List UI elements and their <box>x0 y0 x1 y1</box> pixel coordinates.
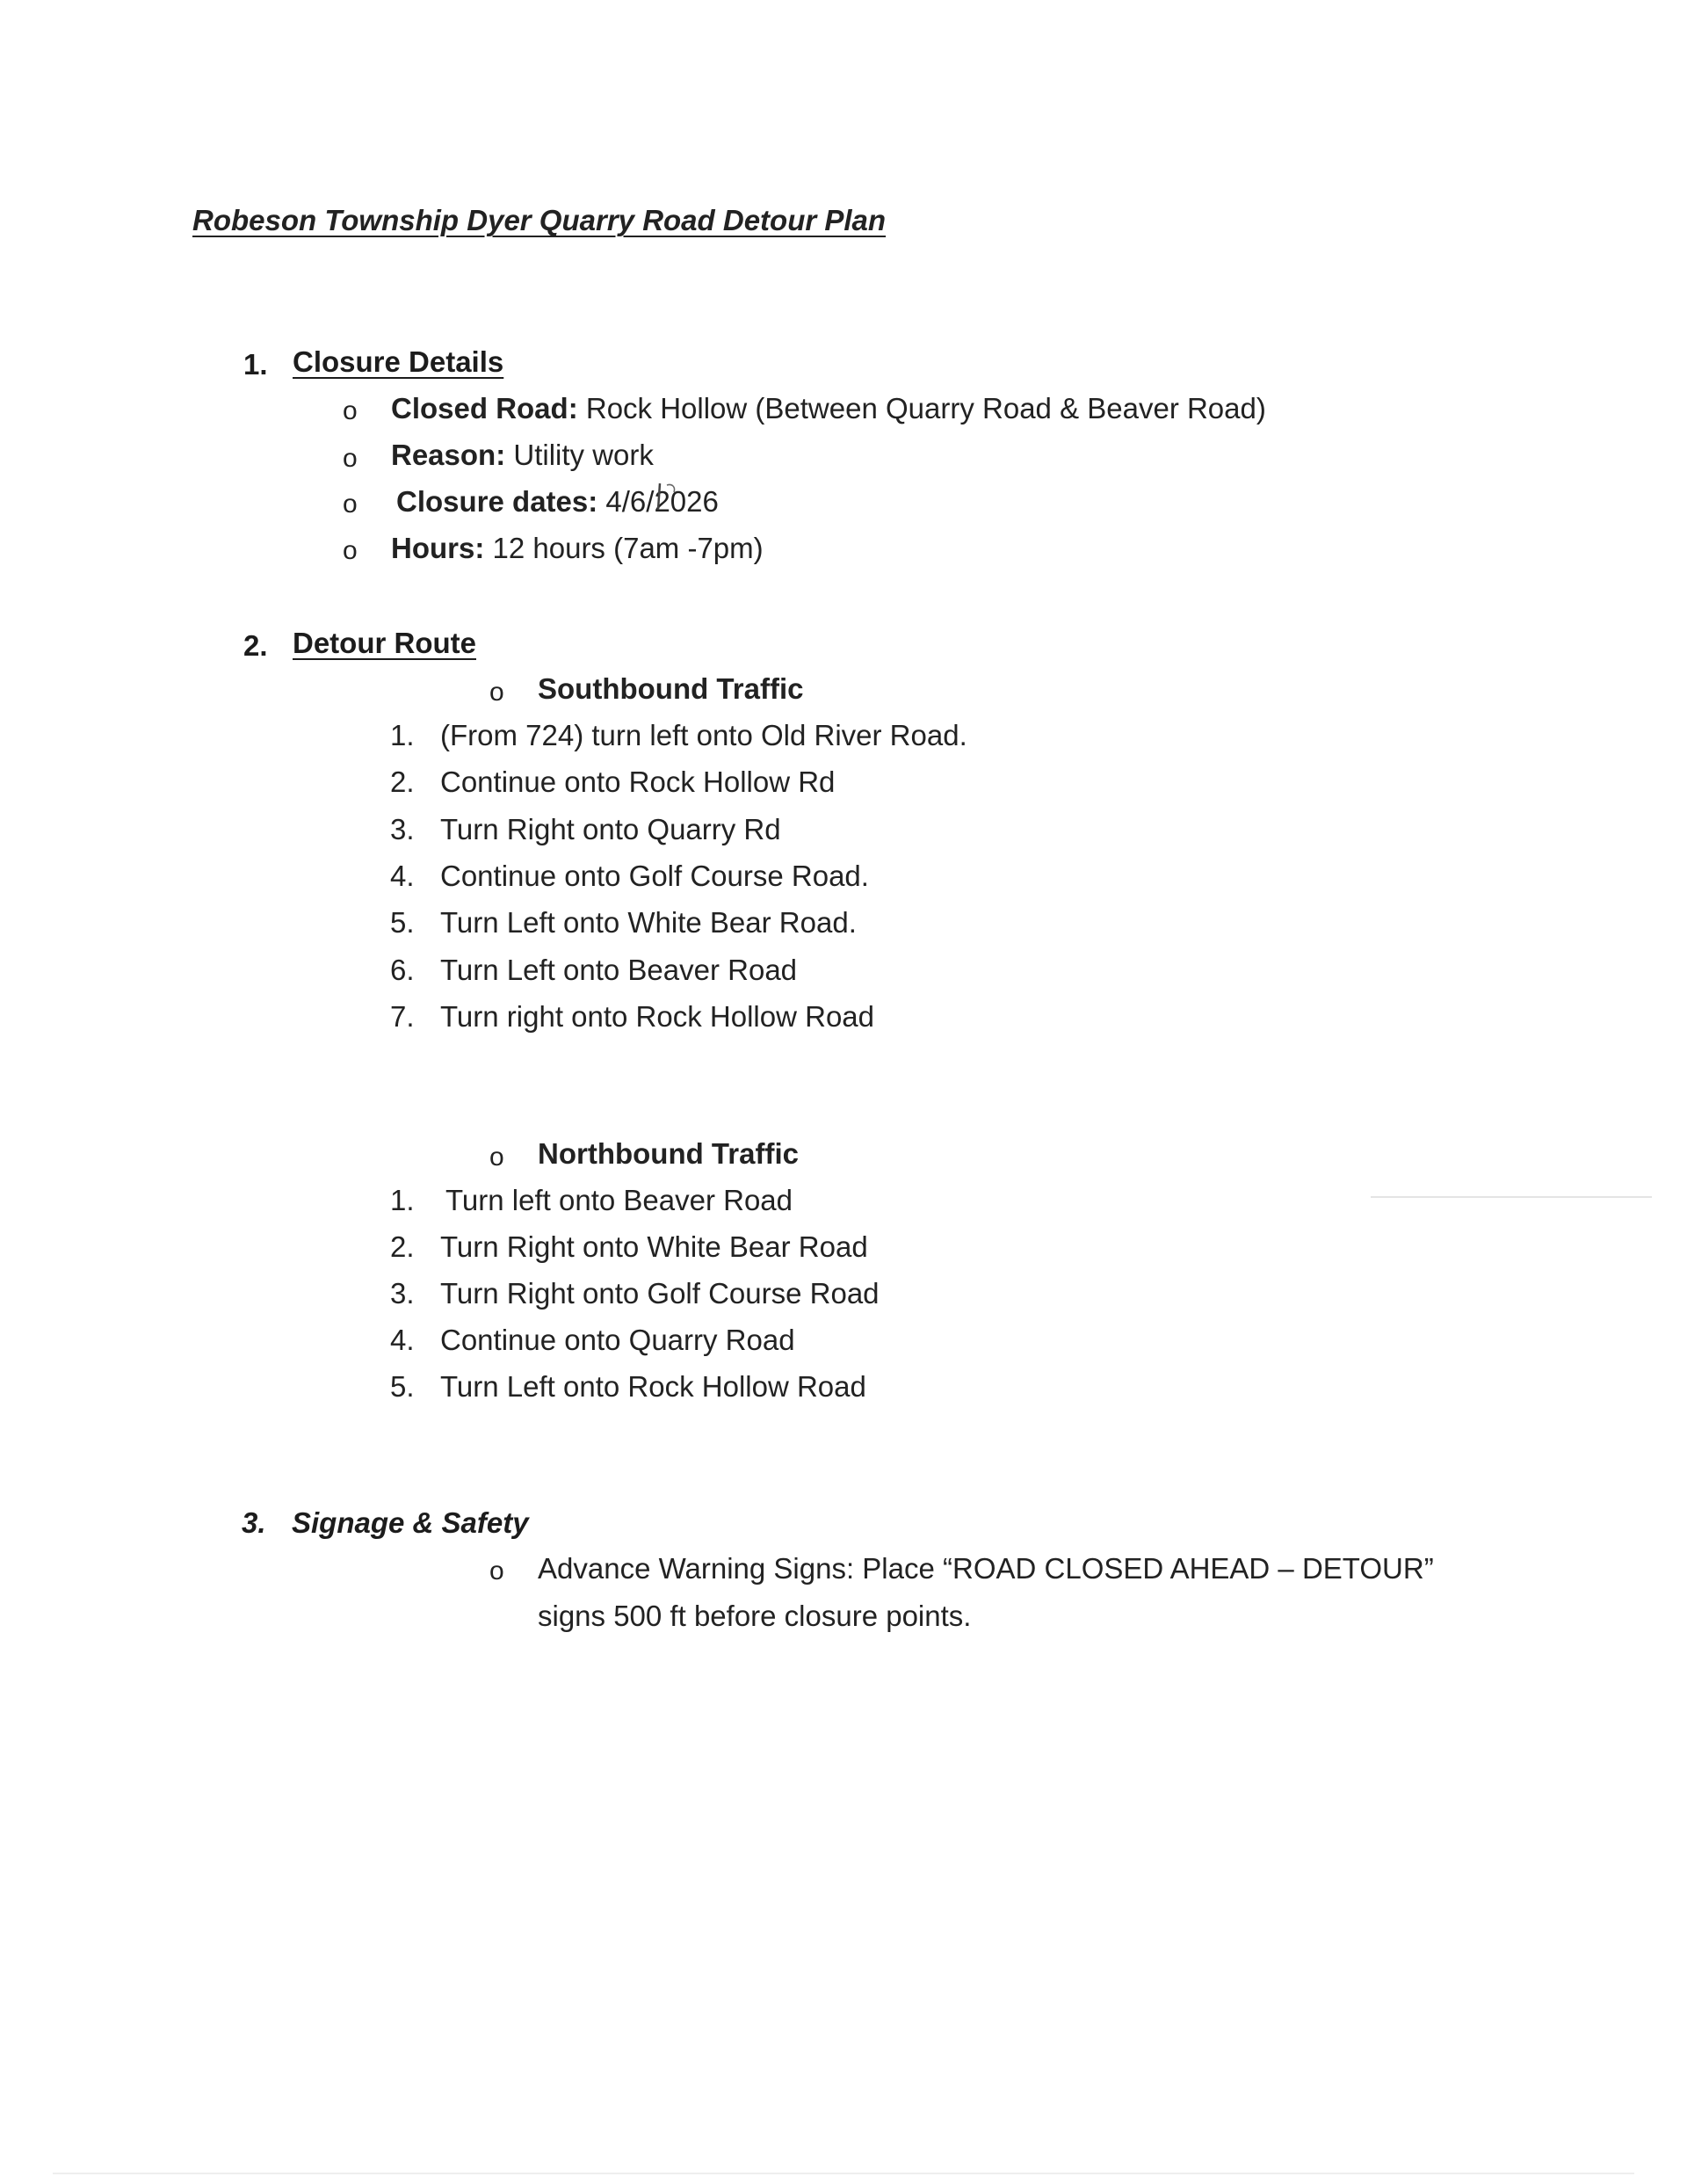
bullet-marker: o <box>343 490 358 519</box>
document-title: Robeson Township Dyer Quarry Road Detour Plan <box>192 204 887 236</box>
hours-item <box>391 532 764 565</box>
section-2-number: 2. <box>243 629 268 662</box>
step-text: Turn Left onto White Bear Road. <box>440 906 857 939</box>
bullet-marker: o <box>343 536 358 565</box>
closure-dates-label: Closure dates: <box>396 485 598 518</box>
step-text: Turn left onto Beaver Road <box>445 1184 793 1216</box>
bullet-marker: o <box>489 678 504 707</box>
northbound-heading: Northbound Traffic <box>538 1137 799 1170</box>
step-number: 4. <box>390 1324 415 1356</box>
step-text: Continue onto Rock Hollow Rd <box>440 765 836 798</box>
step-number: 6. <box>390 954 415 986</box>
section-1-heading: Closure Details <box>293 345 504 378</box>
step-number: 1. <box>390 1184 415 1216</box>
step-text: Continue onto Golf Course Road. <box>440 860 869 892</box>
step-text: Turn Right onto Golf Course Road <box>440 1277 880 1310</box>
southbound-heading: Southbound Traffic <box>538 672 804 705</box>
step-text: (From 724) turn left onto Old River Road. <box>440 719 967 751</box>
step-number: 4. <box>390 860 415 892</box>
step-number: 7. <box>390 1000 415 1033</box>
hours-value: 12 hours (7am -7pm) <box>484 532 764 564</box>
section-2-heading: Detour Route <box>293 627 476 659</box>
step-number: 3. <box>390 813 415 845</box>
advance-warning-line-2: signs 500 ft before closure points. <box>538 1600 972 1632</box>
step-number: 2. <box>390 1230 415 1263</box>
scan-artifact-line <box>53 2173 1634 2174</box>
step-text: Continue onto Quarry Road <box>440 1324 795 1356</box>
bullet-marker: o <box>489 1556 504 1585</box>
section-1-number: 1. <box>243 348 268 381</box>
section-3-number: 3. <box>242 1506 266 1539</box>
bullet-marker: o <box>343 396 358 425</box>
step-number: 5. <box>390 906 415 939</box>
reason-value: Utility work <box>505 439 654 471</box>
closed-road-label: Closed Road: <box>391 392 578 424</box>
step-text: Turn right onto Rock Hollow Road <box>440 1000 875 1033</box>
step-number: 2. <box>390 765 415 798</box>
reason-item <box>391 439 654 472</box>
step-text: Turn Left onto Rock Hollow Road <box>440 1370 866 1403</box>
step-text: Turn Right onto Quarry Rd <box>440 813 781 845</box>
closed-road-item <box>391 392 1266 425</box>
step-text: Turn Left onto Beaver Road <box>440 954 798 986</box>
closure-dates-value: 4/6/2026 <box>597 485 719 518</box>
handwritten-date-mark <box>655 480 681 515</box>
reason-label: Reason: <box>391 439 506 471</box>
step-text: Turn Right onto White Bear Road <box>440 1230 868 1263</box>
step-number: 3. <box>390 1277 415 1310</box>
bullet-marker: o <box>489 1143 504 1172</box>
hours-label: Hours: <box>391 532 485 564</box>
advance-warning-line-1: Advance Warning Signs: Place “ROAD CLOSED AHEAD – DETOUR” <box>538 1552 1434 1585</box>
step-number: 1. <box>390 719 415 751</box>
bullet-marker: o <box>343 444 358 473</box>
scan-artifact-line <box>1371 1196 1652 1198</box>
section-3-heading: Signage & Safety <box>292 1506 529 1539</box>
step-number: 5. <box>390 1370 415 1403</box>
closed-road-value: Rock Hollow (Between Quarry Road & Beaver Road) <box>577 392 1266 424</box>
